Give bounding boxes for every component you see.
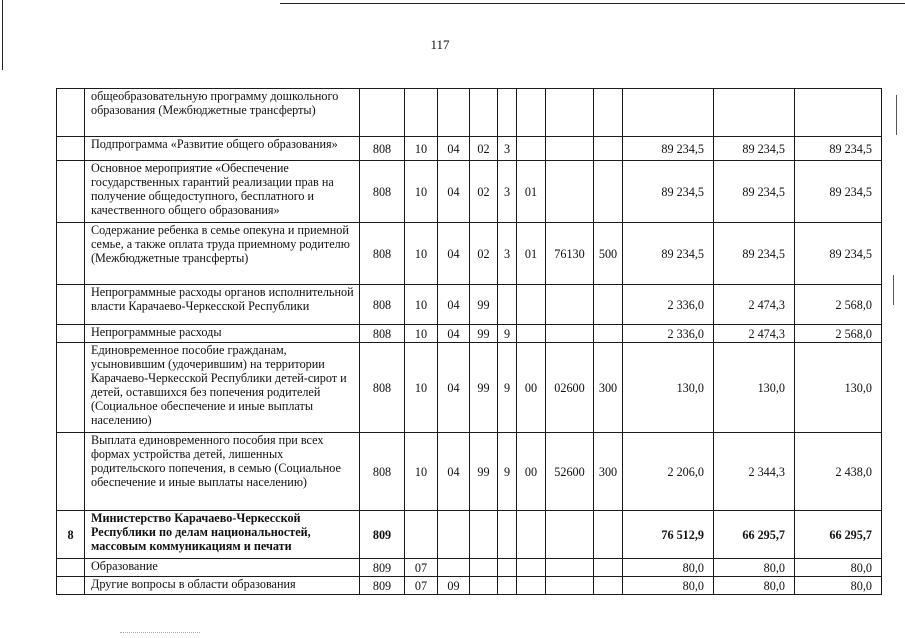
budget-table [56,88,882,595]
expense-type-code: 500 [594,223,623,285]
program-code [470,559,498,577]
table-body [57,89,882,595]
expense-name: Образование [85,559,360,577]
subsection-code [438,559,470,577]
amount-year-3: 80,0 [795,559,882,577]
direction-code [546,559,594,577]
amount-year-2: 130,0 [714,343,795,433]
subprogram-code [498,285,517,325]
program-code: 02 [470,137,498,161]
table-row [57,285,882,325]
program-code: 99 [470,343,498,433]
expense-name: Непрограммные расходы [85,325,360,343]
program-code: 02 [470,161,498,223]
program-code [470,511,498,559]
expense-type-code: 300 [594,343,623,433]
amount-year-2: 89 234,5 [714,223,795,285]
expense-type-code [594,559,623,577]
table-row [57,559,882,577]
expense-name: Министерство Карачаево-Черкесской Республики по делам национальностей, массовым коммуникациям и печати [85,511,360,559]
subsection-code: 04 [438,223,470,285]
expense-name: Основное мероприятие «Обеспечение государственных гарантий реализации прав на получение общедоступного, бесплатного и качественного общего образования» [85,161,360,223]
expense-type-code [594,89,623,137]
amount-year-2: 80,0 [714,559,795,577]
expense-type-code [594,577,623,595]
page-number: 117 [430,37,450,52]
expense-type-code [594,325,623,343]
expense-name: Подпрограмма «Развитие общего образования» [85,137,360,161]
scan-mark [896,95,897,135]
expense-name: Содержание ребенка в семье опекуна и приемной семье, а также оплата труда приемному родителю (Межбюджетные трансферты) [85,223,360,285]
expense-type-code [594,137,623,161]
section-code [405,511,438,559]
direction-code [546,325,594,343]
amount-year-3: 2 438,0 [795,433,882,511]
activity-code [517,285,546,325]
amount-year-3: 130,0 [795,343,882,433]
subprogram-code: 9 [498,433,517,511]
subsection-code: 04 [438,343,470,433]
expense-type-code [594,161,623,223]
direction-code [546,285,594,325]
row-number [57,285,85,325]
amount-year-1: 89 234,5 [623,223,714,285]
section-code: 10 [405,161,438,223]
ministry-code: 809 [360,577,405,595]
amount-year-1: 89 234,5 [623,161,714,223]
section-code: 10 [405,223,438,285]
direction-code [546,577,594,595]
amount-year-1: 80,0 [623,559,714,577]
table-row [57,89,882,137]
ministry-code [360,89,405,137]
subsection-code: 09 [438,577,470,595]
direction-code [546,161,594,223]
program-code [470,89,498,137]
amount-year-2: 66 295,7 [714,511,795,559]
activity-code [517,325,546,343]
ministry-code: 808 [360,285,405,325]
amount-year-1: 89 234,5 [623,137,714,161]
direction-code [546,89,594,137]
subprogram-code [498,559,517,577]
direction-code [546,511,594,559]
scan-mark [893,275,894,305]
ministry-code: 808 [360,137,405,161]
amount-year-3: 2 568,0 [795,285,882,325]
subsection-code: 04 [438,161,470,223]
amount-year-1: 2 336,0 [623,285,714,325]
amount-year-1: 2 336,0 [623,325,714,343]
section-code: 10 [405,285,438,325]
table-row [57,137,882,161]
row-number [57,577,85,595]
subprogram-code: 9 [498,343,517,433]
section-code: 10 [405,343,438,433]
table-row [57,325,882,343]
activity-code [517,511,546,559]
program-code: 99 [470,285,498,325]
amount-year-1: 80,0 [623,577,714,595]
activity-code: 01 [517,223,546,285]
row-number [57,559,85,577]
amount-year-1: 76 512,9 [623,511,714,559]
row-number [57,433,85,511]
section-code: 10 [405,433,438,511]
table-row [57,577,882,595]
row-number [57,343,85,433]
amount-year-3: 89 234,5 [795,137,882,161]
row-number [57,161,85,223]
activity-code [517,559,546,577]
ministry-code: 808 [360,343,405,433]
program-code: 02 [470,223,498,285]
amount-year-2: 2 344,3 [714,433,795,511]
activity-code: 00 [517,343,546,433]
program-code: 99 [470,325,498,343]
amount-year-1: 2 206,0 [623,433,714,511]
expense-type-code: 300 [594,433,623,511]
ministry-code: 809 [360,559,405,577]
section-code: 07 [405,559,438,577]
amount-year-2: 89 234,5 [714,161,795,223]
row-number [57,89,85,137]
subsection-code: 04 [438,285,470,325]
left-margin-rule [2,0,3,70]
subsection-code: 04 [438,137,470,161]
subsection-code [438,511,470,559]
row-number [57,137,85,161]
table-row [57,161,882,223]
ministry-code: 809 [360,511,405,559]
table-row [57,511,882,559]
amount-year-3: 80,0 [795,577,882,595]
row-number: 8 [57,511,85,559]
expense-name: Выплата единовременного пособия при всех формах устройства детей, лишенных родительского попечения, в семью (Социальное обеспечение и иные выплаты населению) [85,433,360,511]
amount-year-2 [714,89,795,137]
ministry-code: 808 [360,223,405,285]
expense-name: общеобразовательную программу дошкольного образования (Межбюджетные трансферты) [85,89,360,137]
direction-code [546,137,594,161]
section-code: 10 [405,137,438,161]
section-code: 10 [405,325,438,343]
ministry-code: 808 [360,433,405,511]
subprogram-code [498,577,517,595]
amount-year-3: 2 568,0 [795,325,882,343]
subprogram-code: 3 [498,223,517,285]
activity-code: 00 [517,433,546,511]
direction-code: 76130 [546,223,594,285]
row-number [57,223,85,285]
row-number [57,325,85,343]
program-code: 99 [470,433,498,511]
subprogram-code: 3 [498,161,517,223]
subsection-code: 04 [438,325,470,343]
expense-name: Единовременное пособие гражданам, усыновившим (удочерившим) на территории Карачаево-Черкесской Республики детей-сирот и детей, оставшихся без попечения родителей (Социальное обеспечение и иные выплаты населению) [85,343,360,433]
amount-year-2: 2 474,3 [714,285,795,325]
subsection-code: 04 [438,433,470,511]
activity-code [517,137,546,161]
amount-year-2: 2 474,3 [714,325,795,343]
activity-code [517,89,546,137]
table-row [57,433,882,511]
activity-code [517,577,546,595]
activity-code: 01 [517,161,546,223]
subprogram-code: 3 [498,137,517,161]
expense-type-code [594,511,623,559]
section-code: 07 [405,577,438,595]
subprogram-code [498,89,517,137]
ministry-code: 808 [360,161,405,223]
amount-year-3: 89 234,5 [795,161,882,223]
subsection-code [438,89,470,137]
subprogram-code: 9 [498,325,517,343]
section-code [405,89,438,137]
amount-year-2: 89 234,5 [714,137,795,161]
bottom-rule [120,632,200,633]
direction-code: 52600 [546,433,594,511]
expense-name: Непрограммные расходы органов исполнительной власти Карачаево-Черкесской Республики [85,285,360,325]
expense-type-code [594,285,623,325]
direction-code: 02600 [546,343,594,433]
expense-name: Другие вопросы в области образования [85,577,360,595]
table-row [57,343,882,433]
amount-year-1 [623,89,714,137]
amount-year-3 [795,89,882,137]
program-code [470,577,498,595]
amount-year-3: 89 234,5 [795,223,882,285]
amount-year-3: 66 295,7 [795,511,882,559]
amount-year-2: 80,0 [714,577,795,595]
top-rule [280,3,905,4]
table-row [57,223,882,285]
subprogram-code [498,511,517,559]
amount-year-1: 130,0 [623,343,714,433]
ministry-code: 808 [360,325,405,343]
